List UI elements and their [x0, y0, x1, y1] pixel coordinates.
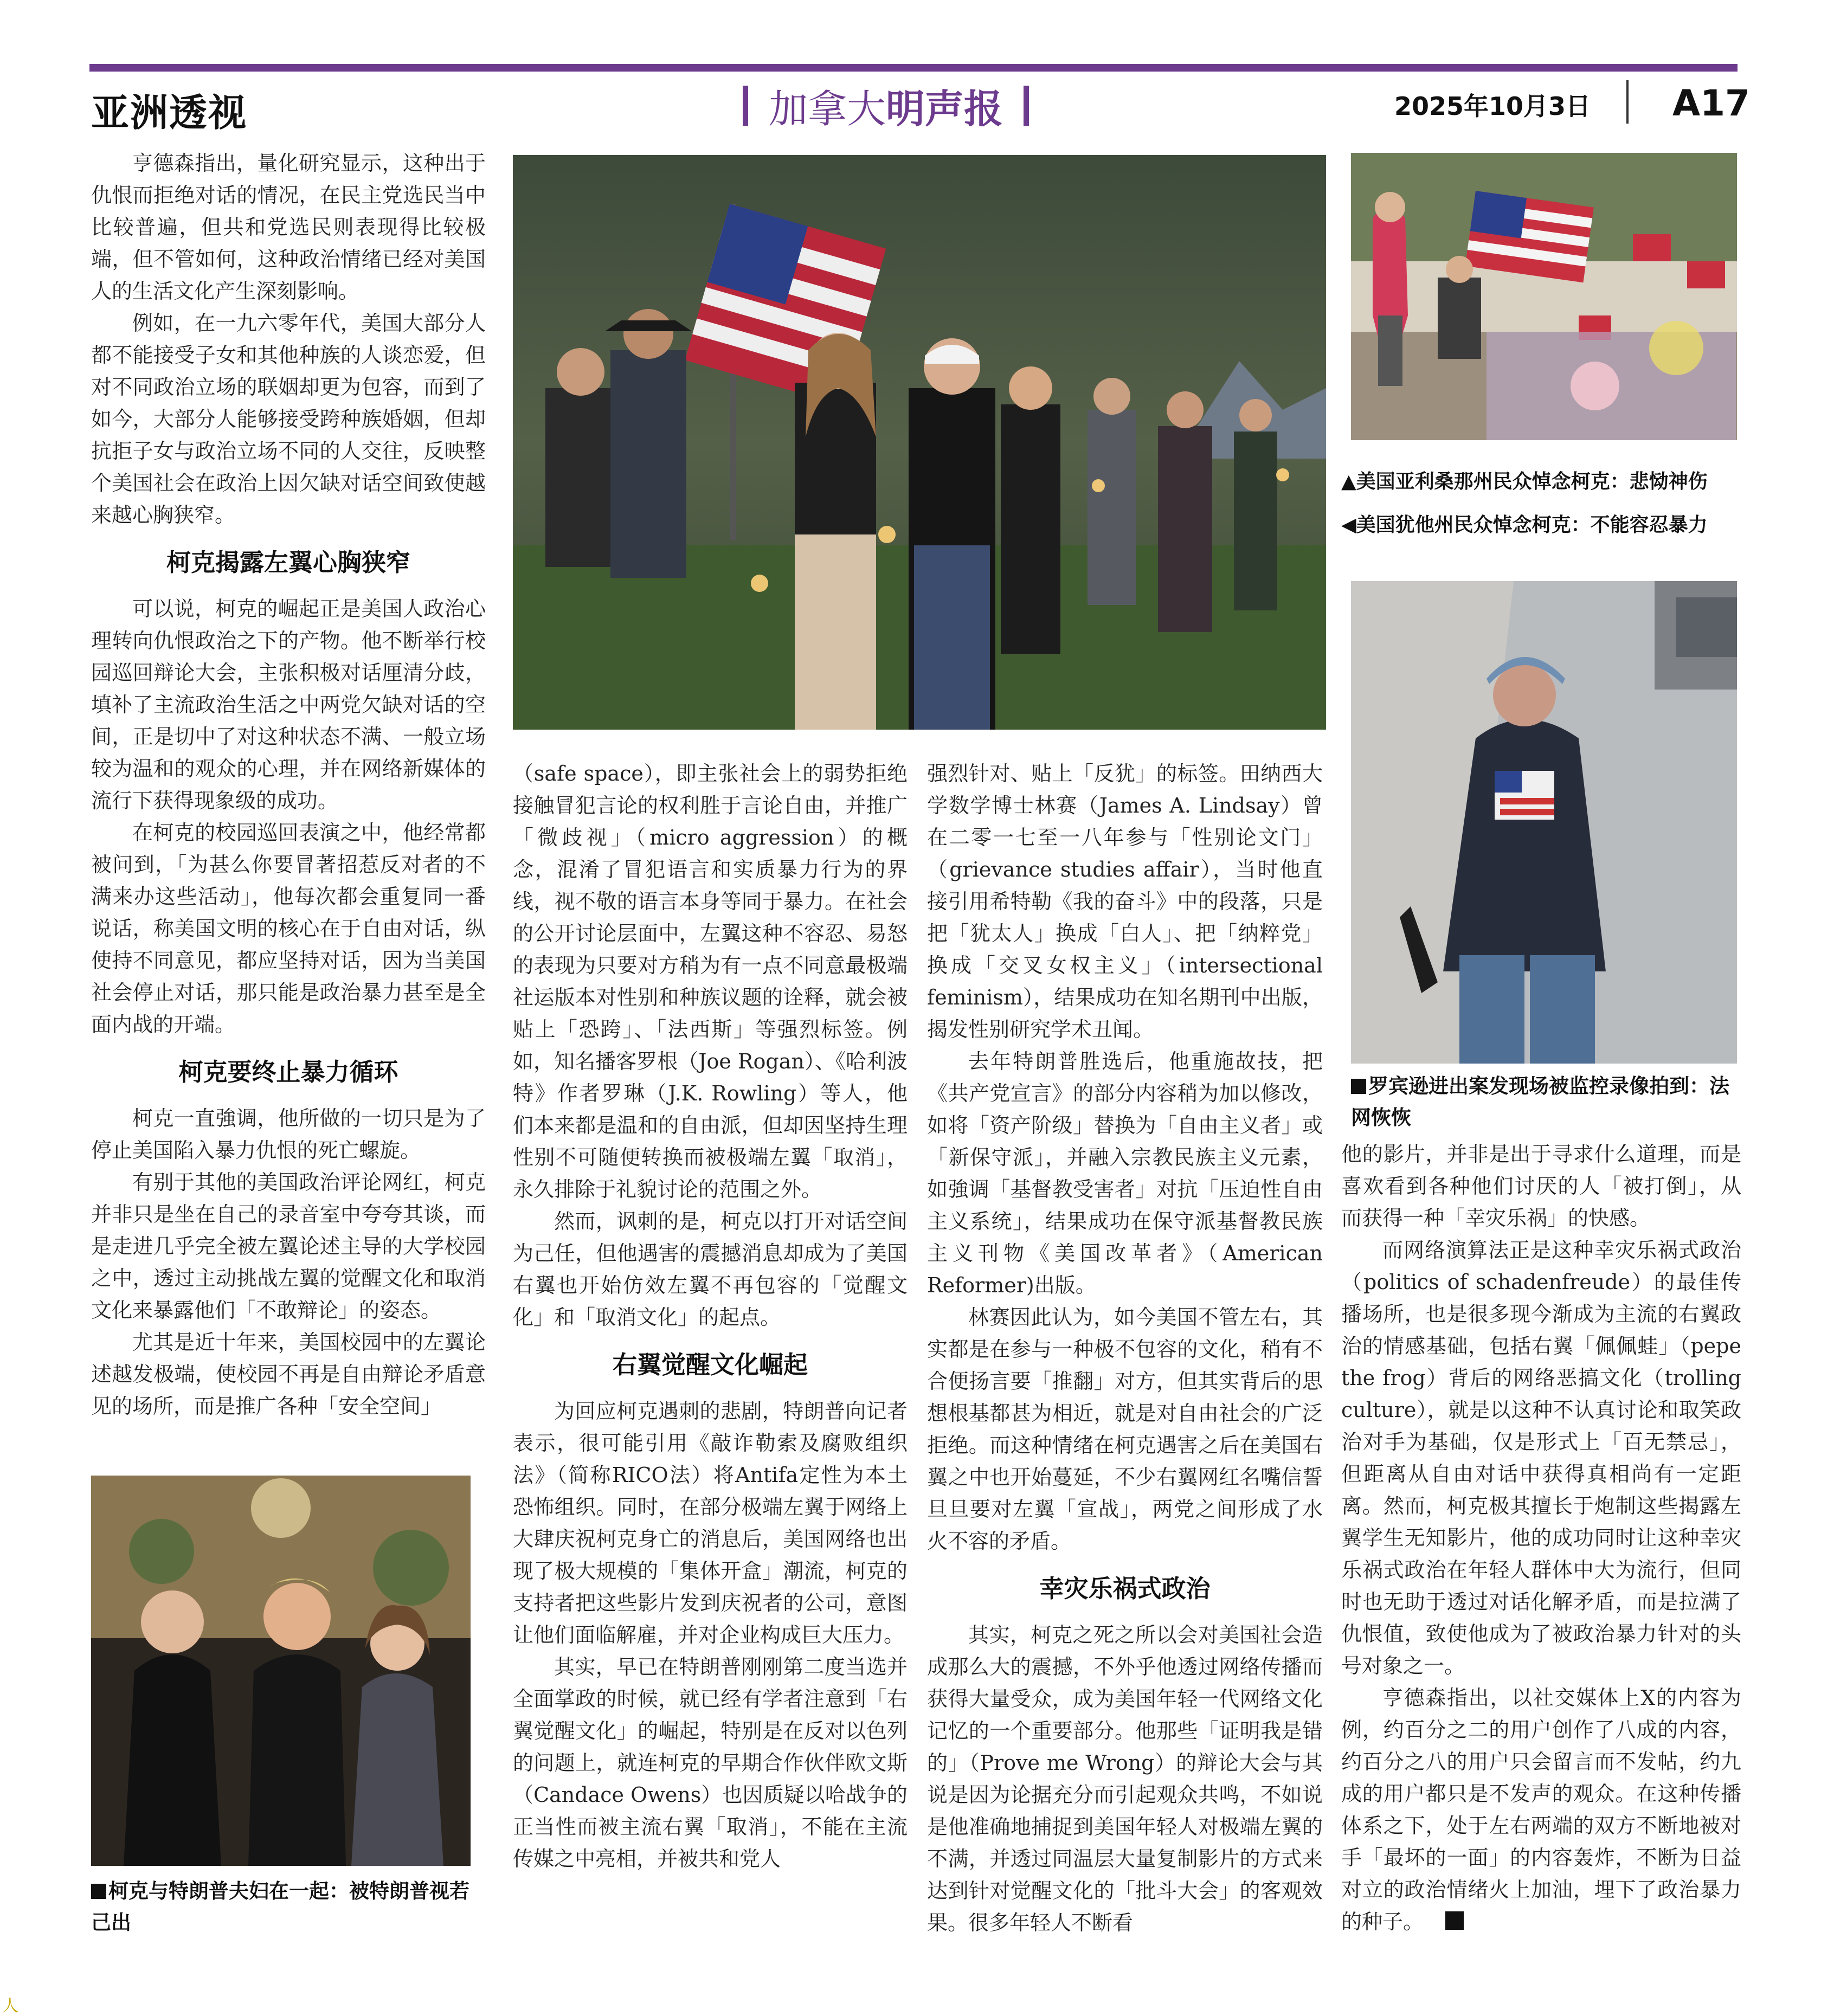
- header-divider: [1626, 80, 1629, 124]
- photo-vigil-main: [513, 155, 1326, 730]
- paragraph: [1341, 1682, 1741, 1938]
- paragraph: 林赛因此认为，如今美国不管左右，其实都是在参与一种极不包容的文化，稍有不合便扬言要「推翻」对方，但其实背后的思想根基都甚为相近，就是对自由社会的广泛拒绝。而这种情绪在柯克遇害之后在美国右翼之中也开始蔓延，不少右翼网红名嘴信誓旦旦要对左翼「宣战」，两党之间形成了水火不容的矛盾。: [927, 1305, 1323, 1553]
- masthead-bar-right: [1024, 86, 1029, 126]
- paragraph: 其实，早已在特朗普刚刚第二度当选并全面掌政的时候，就已经有学者注意到「右翼觉醒文化」的崛起，特别是在反对以色列的问题上，就连柯克的早期合作伙伴欧文斯（Candace Owens）也因质疑以哈战争的正当性而被主流右翼「取消」，不能在主流传媒之中亮相，并被共和党人: [513, 1655, 908, 1871]
- margin-mark: 人: [2, 1996, 18, 2015]
- paragraph: 而网络演算法正是这种幸灾乐祸式政治（politics of schadenfreude）的最佳传播场所，也是很多现今渐成为主流的右翼政治的情感基础，包括右翼「佩佩蛙」（pepe the frog）背后的网络恶搞文化（trolling culture），就是以这种不认真讨论和取笑政治对手为基础，仅是形式上「百无禁忌」，但距离从自由对话中获得真相尚有一定距离。然而，柯克极其擅长于炮制这些揭露左翼学生无知影片，他的成功同时让这种幸灾乐祸式政治在年轻人群体中大为流行，但同时也无助于透过对话化解矛盾，而是拉满了仇恨值，致使他成为了被政治暴力针对的头号对象之一。: [1341, 1238, 1741, 1678]
- photo-kirk-trump: [91, 1476, 471, 1866]
- subheading: 柯克揭露左翼心胸狭窄: [166, 548, 410, 577]
- header-rule: [89, 64, 1738, 72]
- paragraph: 柯克一直強调，他所做的一切只是为了停止美国陷入暴力仇恨的死亡螺旋。: [91, 1106, 486, 1162]
- paragraph: 有别于其他的美国政治评论网红，柯克并非只是坐在自己的录音室中夸夸其谈，而是走进几乎完全被左翼论述主导的大学校园之中，透过主动挑战左翼的觉醒文化和取消文化来暴露他们「不敢辩论」的姿态。: [91, 1170, 486, 1322]
- paragraph: 去年特朗普胜选后，他重施故技，把《共产党宣言》的部分内容稍为加以修改，如将「资产阶级」替换为「自由主义者」或「新保守派」，并融入宗教民族主义元素，如強调「基督教受害者」对抗「压迫性自由主义系统」，结果成功在保守派基督教民族主义刊物《美国改革者》（American Reformer)出版。: [927, 1049, 1323, 1297]
- photo-caption-top-right-1: ▲美国亚利桑那州民众悼念柯克：悲恸神伤: [1341, 471, 1708, 493]
- photo-surveillance: [1351, 581, 1737, 1064]
- masthead: [743, 81, 1029, 130]
- paper-name: 明声报: [886, 86, 1003, 132]
- subheading: 右翼觉醒文化崛起: [612, 1350, 808, 1379]
- paragraph: 在柯克的校园巡回表演之中，他经常都被问到，「为甚么你要冒著招惹反对者的不满来办这些活动」，他每次都会重复同一番说话，称美国文明的核心在于自由对话，纵使持不同意见，都应坚持对话，因为当美国社会停止对话，那只能是政治暴力甚至是全面内战的开端。: [91, 821, 486, 1036]
- paragraph: 尤其是近十年来，美国校园中的左翼论述越发极端，使校园不再是自由辩论矛盾意见的场所，而是推广各种「安全空间」: [91, 1330, 486, 1418]
- article-column-2: [513, 758, 908, 1875]
- paragraph: 亨德森指出，量化研究显示，这种出于仇恨而拒绝对话的情况，在民主党选民当中比较普遍，但共和党选民则表现得比较极端，但不管如何，这种政治情绪已经对美国人的生活文化产生深刻影响。: [91, 151, 486, 303]
- section-name: 亚洲透视: [91, 91, 247, 135]
- paragraph: 为回应柯克遇刺的悲剧，特朗普向记者表示，很可能引用《敲诈勒索及腐败组织法》（简称RICO法）将Antifa定性为本土恐怖组织。同时，在部分极端左翼于网络上大肆庆祝柯克身亡的消息后，美国网络也出现了极大规模的「集体开盒」潮流，柯克的支持者把这些影片发到庆祝者的公司，意图让他们面临解雇，并对企业构成巨大压力。: [513, 1399, 908, 1647]
- caption-text: 柯克与特朗普夫妇在一起：被特朗普视若己出: [91, 1879, 469, 1934]
- paragraph: 例如，在一九六零年代，美国大部分人都不能接受子女和其他种族的人谈恋爱，但对不同政治立场的联姻却更为包容，而到了如今，大部分人能够接受跨种族婚姻，但却抗拒子女与政治立场不同的人交往，反映整个美国社会在政治上因欠缺对话空间致使越来越心胸狭窄。: [91, 311, 486, 527]
- article-column-4: [1341, 1138, 1741, 1938]
- issue-date: 2025年10月3日: [1394, 92, 1591, 121]
- subheading: 幸灾乐祸式政治: [1039, 1574, 1211, 1603]
- photo-caption-top-right-2: ◀美国犹他州民众悼念柯克：不能容忍暴力: [1341, 514, 1708, 536]
- paragraph: 然而，讽刺的是，柯克以打开对话空间为己任，但他遇害的震撼消息却成为了美国右翼也开始仿效左翼不再包容的「觉醒文化」和「取消文化」的起点。: [513, 1209, 908, 1329]
- caption-text: 罗宾逊进出案发现场被监控录像拍到：法网恢恢: [1351, 1074, 1729, 1129]
- paragraph: 他的影片，并非是出于寻求什么道理，而是喜欢看到各种他们讨厌的人「被打倒」，从而获得一种「幸灾乐祸」的快感。: [1341, 1142, 1741, 1230]
- subheading: 柯克要终止暴力循环: [178, 1058, 398, 1086]
- page-number: A17: [1672, 82, 1750, 124]
- article-end-mark: [1445, 1911, 1464, 1930]
- caption-marker-icon: [1351, 1079, 1366, 1094]
- paragraph: 可以说，柯克的崛起正是美国人政治心理转向仇恨政治之下的产物。他不断举行校园巡回辩论大会，主张积极对话厘清分歧，填补了主流政治生活之中两党欠缺对话的空间，正是切中了对这种状态不满、一般立场较为温和的观众的心理，并在网络新媒体的流行下获得现象级的成功。: [91, 597, 486, 813]
- paragraph: （safe space），即主张社会上的弱势拒绝接触冒犯言论的权利胜于言论自由，并推广「微歧视」（micro aggression）的概念，混淆了冒犯语言和实质暴力行为的界线，视不敬的语言本身等同于暴力。在社会的公开讨论层面中，左翼这种不容忍、易怒的表现为只要对方稍为有一点不同意最极端社运版本对性别和种族议题的诠释，就会被贴上「恐跨」、「法西斯」等强烈标签。例如，知名播客罗根（Joe Rogan）、《哈利波特》作者罗琳（J.K. Rowling）等人，他们本来都是温和的自由派，但却因坚持生理性别不可随便转换而被极端左翼「取消」，永久排除于礼貌讨论的范围之外。: [513, 762, 908, 1201]
- paragraph: 强烈针对、贴上「反犹」的标签。田纳西大学数学博士林赛（James A. Lindsay）曾在二零一七至一八年参与「性别论文门」（grievance studies affair），当时他直接引用希特勒《我的奋斗》中的段落，只是把「犹太人」换成「白人」、把「纳粹党」换成「交叉女权主义」（intersectional feminism），结果成功在知名期刊中出版，揭发性别研究学术丑闻。: [927, 762, 1323, 1041]
- caption-marker-icon: [91, 1884, 106, 1899]
- paragraph-text: 亨德森指出，以社交媒体上X的内容为例，约百分之二的用户创作了八成的内容，约百分之八的用户只会留言而不发帖，约九成的用户都只是不发声的观众。在这种传播体系之下，处于左右两端的双方不断地被对手「最坏的一面」的内容轰炸，不断为日益对立的政治情绪火上加油，埋下了政治暴力的种子。: [1341, 1686, 1741, 1934]
- photo-memorial: [1351, 153, 1737, 440]
- article-column-1: [91, 147, 486, 1422]
- masthead-bar-left: [743, 86, 748, 126]
- photo-caption: [91, 1876, 481, 1938]
- paragraph: 其实，柯克之死之所以会对美国社会造成那么大的震撼，不外乎他透过网络传播而获得大量受众，成为美国年轻一代网络文化记忆的一个重要部分。他那些「证明我是错的」（Prove me Wrong）的辩论大会与其说是因为论据充分而引起观众共鸣，不如说是他准确地捕捉到美国年轻人对极端左翼的不满，并透过同温层大量复制影片的方式来达到针对觉醒文化的「批斗大会」的客观效果。很多年轻人不断看: [927, 1623, 1323, 1935]
- article-column-3: [927, 758, 1323, 1939]
- paper-prefix: 加拿大: [769, 86, 886, 132]
- photo-caption-robinson: [1351, 1071, 1737, 1133]
